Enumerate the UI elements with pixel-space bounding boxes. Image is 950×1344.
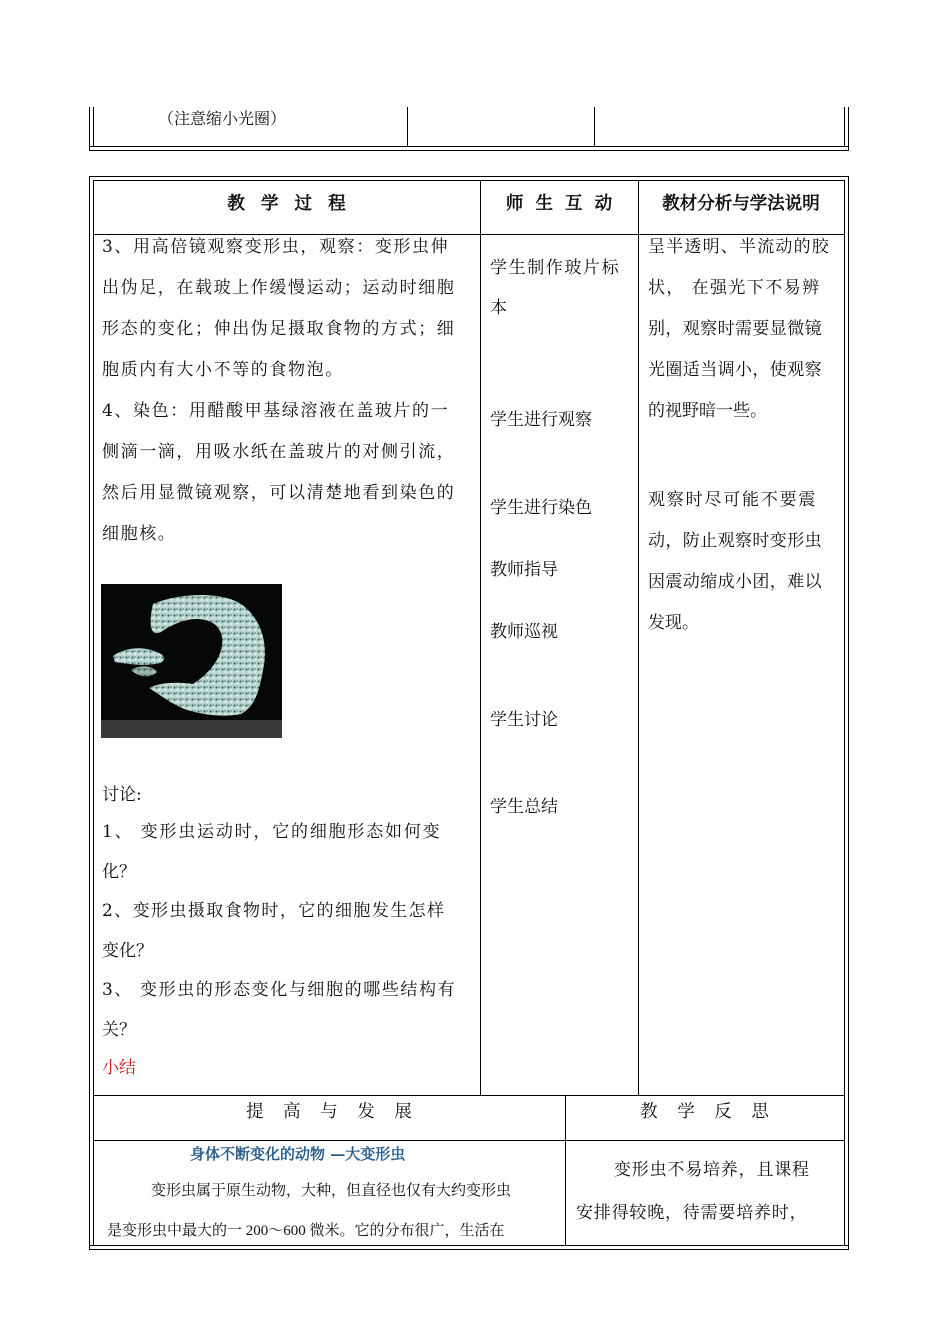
interaction-item: 学生进行染色 [490, 498, 592, 518]
discussion-line: 3、 变形虫的形态变化与细胞的哪些结构有 [102, 980, 457, 1000]
aperture-note: （注意缩小光圈） [158, 109, 287, 128]
interaction-item: 本 [490, 298, 507, 318]
interaction-item: 教师巡视 [490, 622, 558, 642]
header-reflection: 教 学 反 思 [640, 1102, 769, 1122]
process-line: 形态的变化；伸出伪足摄取食物的方式；细 [102, 319, 456, 339]
discussion-line: 1、 变形虫运动时，它的细胞形态如何变 [102, 822, 442, 842]
process-line: 3、用高倍镜观察变形虫，观察：变形虫伸 [102, 237, 450, 257]
process-line: 然后用显微镜观察，可以清楚地看到染色的 [102, 483, 456, 503]
amoeba-micrograph [101, 584, 282, 738]
article-title: 身体不断变化的动物 —大变形虫 [190, 1145, 406, 1163]
interaction-item: 教师指导 [490, 560, 558, 580]
analysis-line: 别，观察时需要显微镜 [648, 319, 822, 339]
analysis-line: 光圈适当调小，使观察 [648, 360, 822, 380]
analysis-line: 动，防止观察时变形虫 [648, 531, 822, 551]
discussion-line: 2、变形虫摄取食物时，它的细胞发生怎样 [102, 901, 446, 921]
analysis-line: 的视野暗一些。 [648, 401, 767, 421]
interaction-item: 学生制作玻片标 [490, 258, 621, 278]
process-line: 细胞核。 [102, 524, 177, 544]
header-interaction: 师 生 互 动 [505, 194, 613, 214]
interaction-item: 学生总结 [490, 797, 558, 817]
analysis-line: 发现。 [648, 613, 699, 633]
discussion-line: 化？ [102, 862, 136, 882]
reflection-line: 变形虫不易培养，且课程 [614, 1160, 810, 1180]
analysis-line: 状， 在强光下不易辨 [648, 278, 821, 298]
header-analysis: 教材分析与学法说明 [662, 194, 820, 214]
reflection-line: 安排得较晚，待需要培养时， [576, 1203, 808, 1223]
discussion-line: 讨论: [102, 785, 142, 805]
interaction-item: 学生讨论 [490, 710, 558, 730]
discussion-line: 关？ [102, 1020, 136, 1040]
process-line: 侧滴一滴，用吸水纸在盖玻片的对侧引流， [102, 442, 456, 462]
discussion-line: 变化？ [102, 941, 153, 961]
analysis-line: 因震动缩成小团，难以 [648, 572, 822, 592]
article-line: 变形虫属于原生动物，大种，但直径也仅有大约变形虫 [151, 1183, 512, 1199]
analysis-line: 呈半透明、半流动的胶 [648, 237, 830, 257]
summary-label: 小结 [102, 1058, 136, 1078]
header-improve: 提 高 与 发 展 [246, 1102, 412, 1122]
process-line: 4、染色：用醋酸甲基绿溶液在盖玻片的一 [102, 401, 450, 421]
interaction-item: 学生进行观察 [490, 410, 592, 430]
header-teaching-process: 教 学 过 程 [227, 194, 346, 214]
analysis-line: 观察时尽可能不要震 [648, 490, 818, 510]
process-line: 出伪足，在载玻上作缓慢运动；运动时细胞 [102, 278, 456, 298]
process-line: 胞质内有大小不等的食物泡。 [102, 360, 344, 380]
article-line: 是变形虫中最大的一 200～600 微米。它的分布很广，生活在 [107, 1223, 505, 1239]
